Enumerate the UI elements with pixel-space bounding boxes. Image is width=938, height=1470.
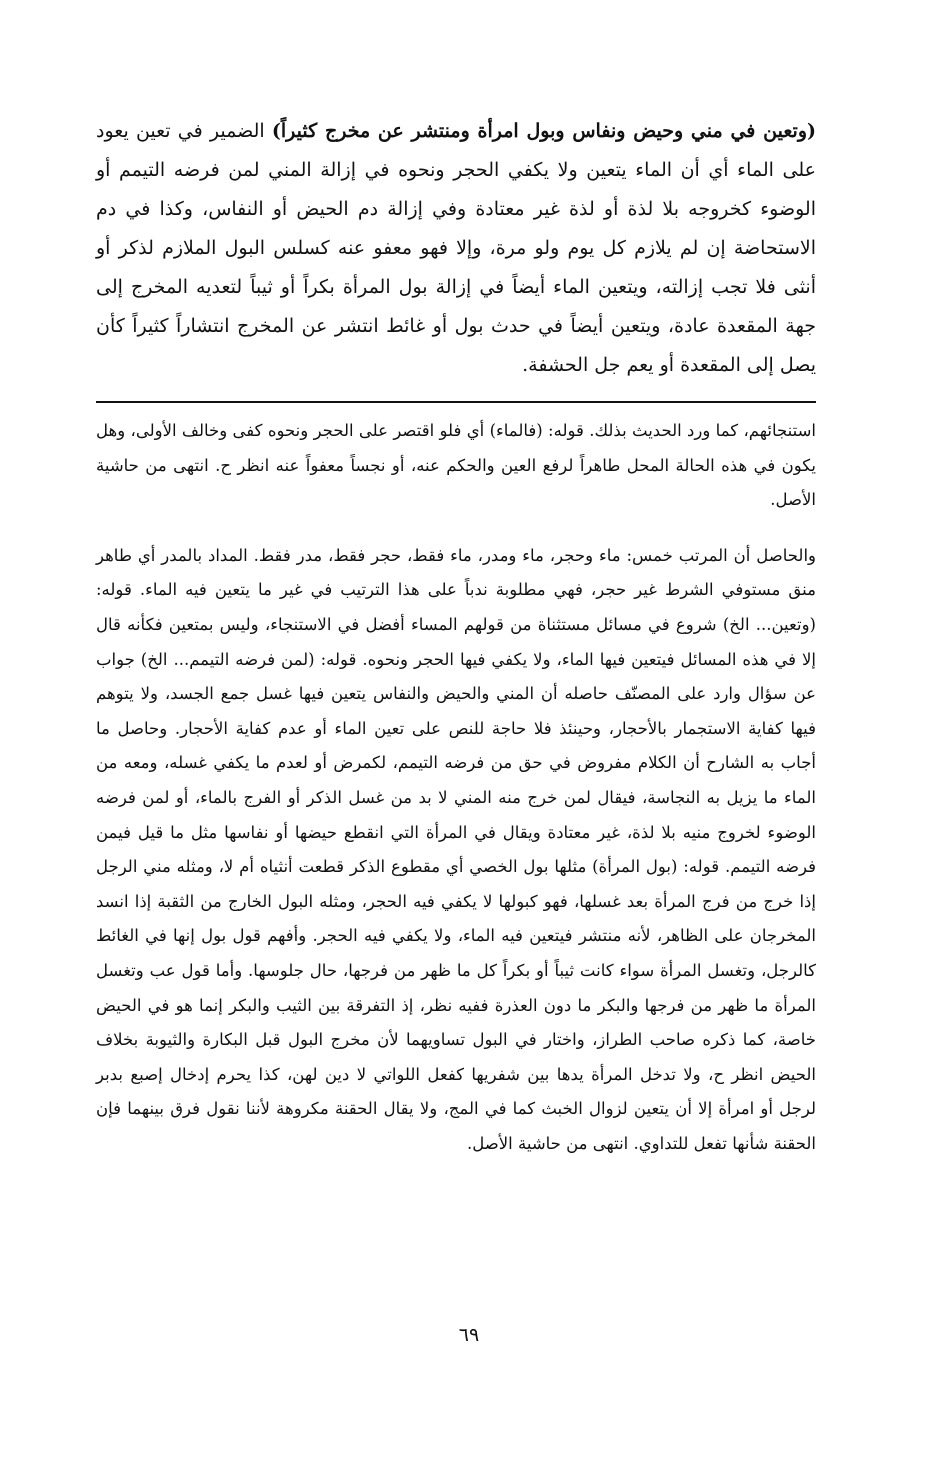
footnote-paragraph-1: استنجائهم، كما ورد الحديث بذلك. قوله: (فالماء) أي فلو اقتصر على الحجر ونحوه كفى وخالف الأولى، وهل يكون في هذه الحالة المحل طاهراً لرفع العين والحكم عنه، أو نجساً معفواً عنه انظر ح. انتهى من حاشية الأصل.: [96, 421, 816, 510]
main-text-body: الضمير في تعين يعود على الماء أي أن الماء يتعين ولا يكفي الحجر ونحوه في إزالة المني لمن فرضه التيمم أو الوضوء كخروجه بلا لذة أو لذة غير معتادة وفي إزالة دم الحيض أو النفاس، وكذا في دم الاستحاضة إن لم يلازم كل يوم ولو مرة، وإلا فهو معفو عنه كسلس البول الملازم لذكر أو أنثى فلا تجب إزالته، ويتعين الماء أيضاً في إزالة بول المرأة بكراً أو ثيباً لتعديه المخرج إلى جهة المقعدة عادة، ويتعين أيضاً في حدث بول أو غائط انتشر عن المخرج انتشاراً كثيراً كأن يصل إلى المقعدة أو يعم جل الحشفة.: [96, 120, 816, 376]
main-text-block: [96, 112, 816, 385]
footnote-paragraph-2: والحاصل أن المرتب خمس: ماء وحجر، ماء ومدر، ماء فقط، حجر فقط، مدر فقط. المداد بالمدر أي طاهر منق مستوفي الشرط غير حجر، فهي مطلوبة ندباً على هذا الترتيب في غير ما يتعين فيه الماء. قوله: (وتعين... الخ) شروع في مسائل مستثناة من قولهم المساء أفضل في الاستنجاء، وليس بمتعين فكأنه قال إلا في هذه المسائل فيتعين فيها الماء، ولا يكفي فيها الحجر ونحوه. قوله: (لمن فرضه التيمم... الخ) جواب عن سؤال وارد على المصنّف حاصله أن المني والحيض والنفاس يتعين فيها غسل جمع الجسد، ولا يتوهم فيها كفاية الاستجمار بالأحجار، وحينئذ فلا حاجة للنص على تعين الماء أو عدم كفاية الأحجار. وحاصل ما أجاب به الشارح أن الكلام مفروض في حق من فرضه التيمم، لكمرض أو لعدم ما يكفي غسله، ومعه من الماء ما يزيل به النجاسة، فيقال لمن خرج منه المني لا بد من غسل الذكر أو الفرج بالماء، أو لمن فرضه الوضوء لخروج منيه بلا لذة، غير معتادة ويقال في المرأة التي انقطع حيضها أو نفاسها مثل ما قيل فيمن فرضه التيمم. قوله: (بول المرأة) مثلها بول الخصي أي مقطوع الذكر قطعت أنثياه أم لا، ومثله مني الرجل إذا خرج من فرج المرأة بعد غسلها، فهو كبولها لا يكفي فيه الحجر، ومثله البول الخارج من الثقبة إذا انسد المخرجان على الظاهر، لأنه منتشر فيتعين فيه الماء، ولا يكفي فيه الحجر. وأفهم قول بول إنها في الغائط كالرجل، وتغسل المرأة سواء كانت ثيباً أو بكراً كل ما ظهر من فرجها، حال جلوسها. وأما قول عب وتغسل المرأة ما ظهر من فرجها والبكر ما دون العذرة ففيه نظر، إذ التفرقة بين الثيب والبكر إنما هو في الحيض خاصة، كما ذكره صاحب الطراز، واختار في البول تساويهما لأن مخرج البول قبل البكارة والثيوبة بخلاف الحيض انظر ح، ولا تدخل المرأة يدها بين شفريها كفعل اللواتي لا دين لهن، كذا يحرم إدخال إصبع بدبر لرجل أو امرأة إلا أن يتعين لزوال الخبث كما في المج، ولا يقال الحقنة مكروهة لأننا نقول فرق بينهما فإن الحقنة شأنها تفعل للتداوي. انتهى من حاشية الأصل.: [96, 545, 816, 1153]
page-number: ٦٩: [458, 1324, 480, 1346]
footnotes-block: [96, 414, 816, 1161]
footnote-divider: [96, 401, 816, 403]
main-text-quote: (وتعين في مني وحيض ونفاس وبول امرأة ومنتشر عن مخرج كثيراً): [271, 120, 816, 142]
